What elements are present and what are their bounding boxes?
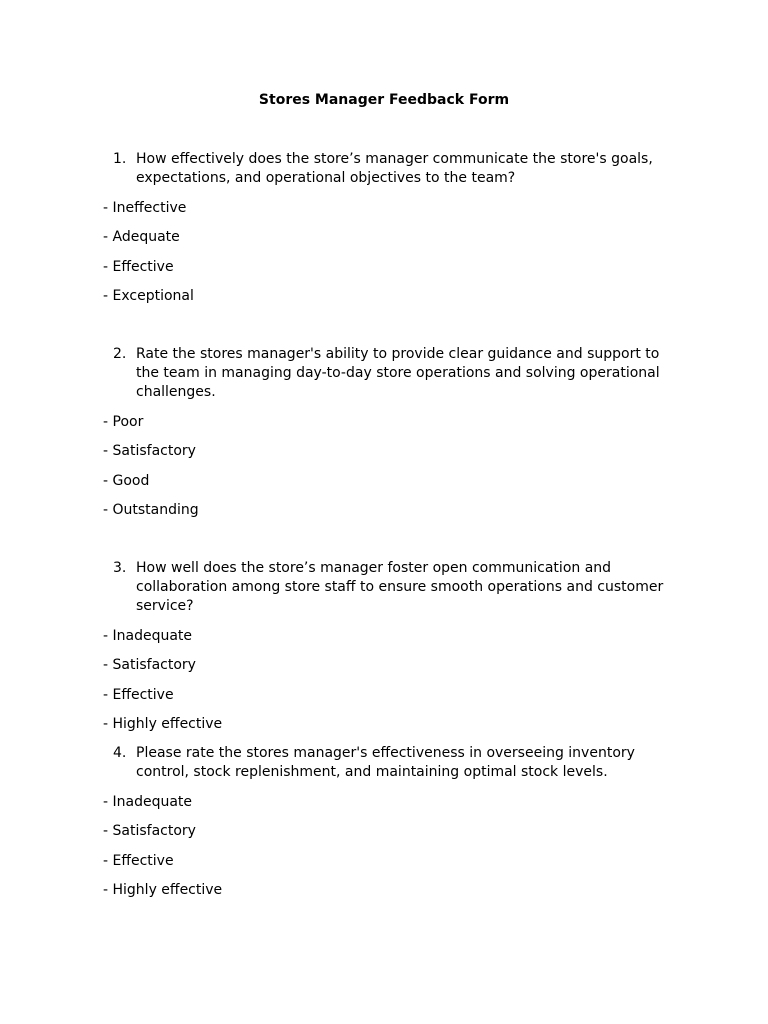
answer-option: - Satisfactory [103, 823, 196, 839]
question-number: 2. [113, 346, 127, 362]
question-text: Please rate the stores manager's effectiveness in overseeing inventory control, stock replenishment, and maintaining optimal stock levels. [136, 745, 635, 780]
question-text: How well does the store’s manager foster open communication and collaboration among store staff to ensure smooth operations and customer service? [136, 560, 664, 614]
answer-option: - Effective [103, 853, 174, 869]
question-1 [113, 150, 673, 188]
answer-option: - Satisfactory [103, 657, 196, 673]
question-2 [113, 345, 673, 402]
question-number: 3. [113, 560, 127, 576]
question-number: 4. [113, 745, 127, 761]
answer-option: - Satisfactory [103, 443, 196, 459]
answer-option: - Ineffective [103, 200, 187, 216]
answer-option: - Outstanding [103, 502, 199, 518]
answer-option: - Poor [103, 414, 144, 430]
question-text: How effectively does the store’s manager communicate the store's goals, expectations, and operational objectives to the team? [136, 151, 653, 186]
answer-option: - Inadequate [103, 794, 193, 810]
question-3 [113, 559, 673, 616]
question-text: Rate the stores manager's ability to provide clear guidance and support to the team in managing day-to-day store operations and solving operational challenges. [136, 346, 660, 400]
question-4 [113, 744, 673, 782]
answer-option: - Good [103, 473, 150, 489]
answer-option: - Adequate [103, 229, 180, 245]
answer-option: - Highly effective [103, 882, 223, 898]
question-number: 1. [113, 151, 127, 167]
page-title: Stores Manager Feedback Form [258, 92, 510, 108]
answer-option: - Exceptional [103, 288, 194, 304]
answer-option: - Inadequate [103, 628, 193, 644]
answer-option: - Effective [103, 687, 174, 703]
answer-option: - Effective [103, 259, 174, 275]
answer-option: - Highly effective [103, 716, 223, 732]
